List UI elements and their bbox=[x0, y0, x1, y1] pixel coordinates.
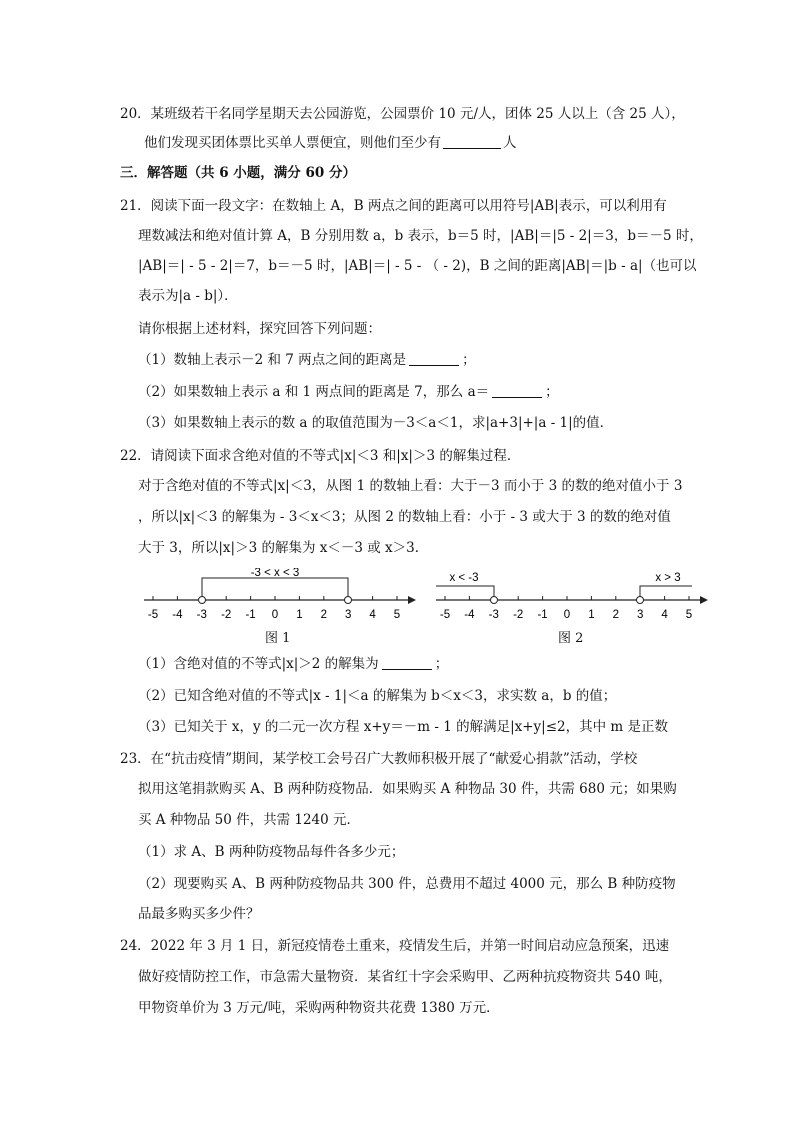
q21-part3: （3）如果数轴上表示的数 a 的取值范围为－3＜a＜1，求|a+3|+|a - 1|的值． bbox=[138, 415, 614, 431]
tick-label: 5 bbox=[685, 609, 693, 621]
q21-part1 bbox=[138, 350, 476, 370]
interval-label: -3 < x < 3 bbox=[250, 568, 300, 579]
q21-line3: |AB|＝| - 5 - 2|＝7，b＝－5 时，|AB|＝| - 5 - （ - 2)，B 之间的距离|AB|＝|b - a|（也可以 bbox=[138, 258, 697, 274]
q24-line1: 24．2022 年 3 月 1 日，新冠疫情卷土重来，疫情发生后，并第一时间启动应急预案，迅速 bbox=[120, 938, 670, 954]
tick-label: 1 bbox=[296, 609, 303, 621]
q22-line4: 大于 3，所以|x|＞3 的解集为 x＜－3 或 x＞3． bbox=[138, 540, 429, 556]
q22-part2: （2）已知含绝对值的不等式|x - 1|＜a 的解集为 b＜x＜3，求实数 a，b 的值； bbox=[138, 688, 617, 704]
figure-1-caption: 图 1 bbox=[265, 631, 291, 646]
right-interval-label: x > 3 bbox=[655, 572, 681, 584]
q23-line3: 买 A 种物品 50 件，共需 1240 元． bbox=[138, 812, 361, 828]
open-circle-3 bbox=[637, 597, 644, 604]
q24-line3: 甲物资单价为 3 万元/吨，采购两种物资共花费 1380 万元． bbox=[138, 1000, 500, 1016]
tick-label: -5 bbox=[147, 609, 159, 621]
q20-line1: 20．某班级若干名同学星期天去公园游览，公园票价 10 元/人，团体 25 人以上（含 25 人）， bbox=[120, 106, 685, 122]
q21-part1-text: （1）数轴上表示－2 和 7 两点之间的距离是 bbox=[138, 352, 407, 368]
tick-label: 4 bbox=[661, 609, 668, 621]
q21-line4: 表示为|a - b|）． bbox=[138, 288, 238, 304]
tick-label: 3 bbox=[636, 609, 644, 621]
open-circle-neg3 bbox=[199, 597, 206, 604]
q21-part2-end: ； bbox=[545, 384, 559, 400]
open-circle-3 bbox=[345, 597, 352, 604]
tick-label: 3 bbox=[344, 609, 352, 621]
tick-label: -5 bbox=[439, 609, 451, 621]
tick-label: 0 bbox=[271, 609, 279, 621]
q22-line2: 对于含绝对值的不等式|x|＜3，从图 1 的数轴上看：大于－3 而小于 3 的数的绝对值小于 3 bbox=[138, 478, 683, 494]
tick-label: -1 bbox=[245, 609, 256, 621]
section-heading: 三．解答题（共 6 小题，满分 60 分） bbox=[120, 165, 356, 181]
interval-bracket bbox=[202, 578, 348, 596]
q24-line2: 做好疫情防控工作，市急需大量物资．某省红十字会采购甲、乙两种抗疫物资共 540 吨， bbox=[138, 969, 672, 985]
answer-blank bbox=[409, 351, 459, 366]
tick-label: -3 bbox=[488, 609, 499, 621]
q22-part1 bbox=[138, 654, 448, 674]
answer-blank bbox=[382, 655, 432, 670]
q23-line1: 23．在“抗击疫情”期间，某学校工会号召广大教师积极开展了“献爱心捐款”活动，学校 bbox=[120, 751, 638, 767]
tick-label: -2 bbox=[513, 609, 524, 621]
open-circle-neg3 bbox=[491, 597, 498, 604]
tick-label: 5 bbox=[393, 609, 401, 621]
q20-line2 bbox=[144, 133, 517, 153]
q21-line5: 请你根据上述材料，探究回答下列问题： bbox=[138, 321, 381, 337]
tick-label: 2 bbox=[320, 609, 328, 621]
tick-label: -4 bbox=[172, 609, 183, 621]
q22-part1-text: （1）含绝对值的不等式|x|＞2 的解集为 bbox=[138, 656, 379, 672]
q22-part1-end: ； bbox=[434, 656, 449, 672]
axis-arrow bbox=[700, 596, 708, 604]
tick-label: -4 bbox=[464, 609, 475, 621]
right-ray-bracket bbox=[640, 586, 692, 596]
tick-label: -2 bbox=[221, 609, 232, 621]
left-ray-bracket bbox=[436, 586, 494, 596]
q22-line3: ，所以|x|＜3 的解集为 - 3＜x＜3；从图 2 的数轴上看：小于 - 3 或大于 3 的数的绝对值 bbox=[138, 509, 671, 525]
figure-2-caption: 图 2 bbox=[558, 631, 584, 646]
axis-arrow bbox=[408, 596, 416, 604]
tick-label: 1 bbox=[588, 609, 595, 621]
q23-line2: 拟用这笔捐款购买 A、B 两种防疫物品．如果购买 A 种物品 30 件，共需 680 元；如果购 bbox=[138, 781, 677, 797]
q21-line1: 21．阅读下面一段文字：在数轴上 A，B 两点之间的距离可以用符号|AB|表示，可以利用有 bbox=[120, 198, 667, 214]
q21-part1-end: ； bbox=[462, 352, 476, 368]
q20-line2-text: 他们发现买团体票比买单人票便宜，则他们至少有 bbox=[144, 135, 441, 151]
q21-line2: 理数减法和绝对值计算 A，B 分别用数 a，b 表示，b＝5 时，|AB|＝|5 - 2|＝3，b＝－5 时， bbox=[138, 228, 703, 244]
q21-part2 bbox=[138, 382, 559, 402]
tick-label: 2 bbox=[612, 609, 620, 621]
q22-part3: （3）已知关于 x，y 的二元一次方程 x+y＝－m - 1 的解满足|x+y|≤2，其中 m 是正数 bbox=[138, 719, 669, 735]
tick-label: -1 bbox=[537, 609, 548, 621]
tick-label: 0 bbox=[563, 609, 571, 621]
q23-part2-cont: 品最多购买多少件？ bbox=[138, 906, 260, 922]
q23-part1: （1）求 A、B 两种防疫物品每件各多少元； bbox=[138, 844, 405, 860]
q21-part2-text: （2）如果数轴上表示 a 和 1 两点间的距离是 7，那么 a＝ bbox=[138, 384, 490, 400]
tick-label: 4 bbox=[369, 609, 376, 621]
q20-line2-unit: 人 bbox=[503, 135, 517, 151]
q23-part2: （2）现要购买 A、B 两种防疫物品共 300 件，总费用不超过 4000 元，那么 B 种防疫物 bbox=[138, 876, 676, 892]
tick-label: -3 bbox=[196, 609, 207, 621]
answer-blank bbox=[492, 383, 542, 398]
answer-blank bbox=[443, 134, 501, 149]
left-interval-label: x < -3 bbox=[449, 572, 479, 584]
q22-line1: 22．请阅读下面求含绝对值的不等式|x|＜3 和|x|＞3 的解集过程． bbox=[120, 448, 521, 464]
